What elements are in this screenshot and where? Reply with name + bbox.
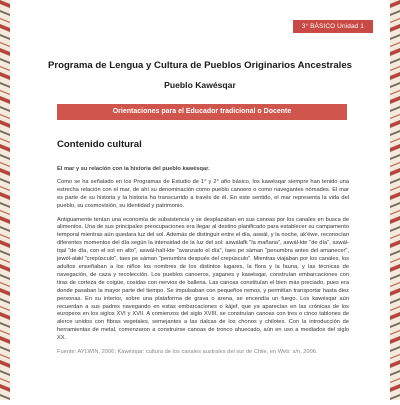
document-title: Programa de Lengua y Cultura de Pueblos Originarios Ancestrales <box>47 60 353 71</box>
document-subtitle: Pueblo Kawésqar <box>164 80 236 90</box>
grade-unit-tab: 3° BÁSICO Unidad 1 <box>293 20 373 33</box>
section-heading: Contenido cultural <box>57 139 142 150</box>
paragraph-2: Antiguamente tenían una economía de subsistencia y se desplazaban en sus canoas por los canales en busca de alimentos. Una de sus principales preocupaciones era llegar al destino planificado para establecer su campamento temporal mientras aún quedara luz del sol. Además de distinguir entre el día, aswál, y la noche, ak'éwe, reconocían diferentes momentos del día según la intensidad de la luz del sol: aswálafk "la mañana", aswál-kte "de día", aswál-tqal "de día, con el sol en alto", aswál-halí-kte "avanzado el día", taes pe sáman "penumbra antes del amanecer", jewól-atǽl "crepúsculo", taes pe sáman "penumbra después del crepúsculo". Mientras viajaban por los canales, los adultos enseñaban a los niños los nombres de los distintos lugares, la flora y la fauna, y las técnicas de navegación, de caza y recolección. Los pueblos canoeros, yaganes y kawésqar, construían embarcaciones con tiras de corteza de coigüe, cosidas con nervios de ballena. Las canoas constituían el bien más preciado, pues era donde pasaban la mayor parte del tiempo. Se impulsaban con pequeños remos, y permitían transportar hasta diez personas. En su interior, sobre una plataforma de grava o arena, se encendía un fuego. Los kawésqar aún recuerdan a sus padres navegando en estas embarcaciones o kájef, que ya aparecían en las crónicas de los europeos en los siglos XVI y XVII. A comienzos del siglo XVIII, se construían canoas con tres o cinco tablones de alerce unidos con fibras vegetales, semejantes a las dalcas de los chonos y chilotes. Con la introducción de herramientas de metal, comenzaron a construirse canoas de tronco ahuecado, aún en uso a mediados del siglo XX. <box>57 216 349 342</box>
footnote: Fuente: AYLWIN, 2006; Kawésqar: cultura de los canales australes del sur de Chile, en Web: s/n, 2006. <box>57 349 318 356</box>
section-banner: Orientaciones para el Educador tradicional o Docente <box>57 104 347 120</box>
paragraph-1: Como se ha señalado en los Programas de Estudio de 1° y 2° año básico, los kawésqar siempre han tenido una estrecha relación con el mar, de ahí su denominación como pueblo canoero o como navegantes nómades. El mar es parte de su historia y la historia ha transcurrido a través de él. En este sentido, el mar representa la vida del pueblo, su cosmovisión, su identidad y patrimonio. <box>57 178 349 209</box>
content-body <box>57 166 349 363</box>
content-lead: El mar y su relación con la historia del pueblo kawésqar. <box>57 166 210 172</box>
